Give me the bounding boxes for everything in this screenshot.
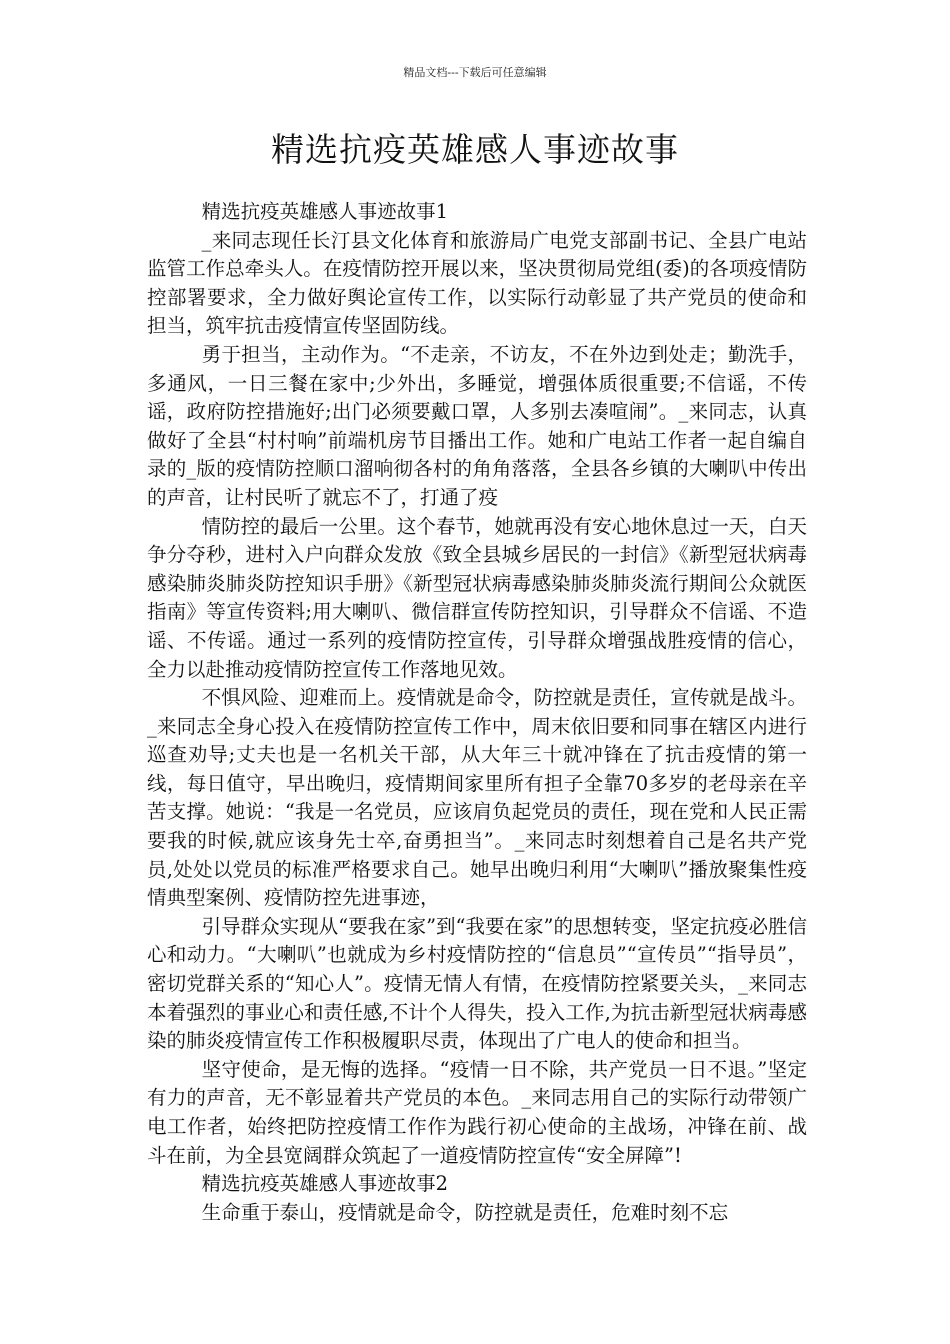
- paragraph: 不惧风险、迎难而上。疫情就是命令，防控就是责任，宣传就是战斗。_来同志全身心投入在疫情防控宣传工作中，周末依旧要和同事在辖区内进行巡查劝导;丈夫也是一名机关干部，从大年三十就冲锋在了抗击疫情的第一线，每日值守，早出晚归，疫情期间家里所有担子全靠70多岁的老母亲在辛苦支撑。她说：“我是一名党员，应该肩负起党员的责任，现在党和人民正需要我的时候,就应该身先士卒,奋勇担当”。_来同志时刻想着自己是名共产党员,处处以党员的标准严格要求自己。她早出晚归利用“大喇叭”播放聚集性疫情典型案例、疫情防控先进事迹，: [147, 686, 807, 910]
- paragraph: 勇于担当，主动作为。“不走亲，不访友，不在外边到处走；勤洗手，多通风，一日三餐在家中;少外出，多睡觉，增强体质很重要;不信谣，不传谣，政府防控措施好;出门必须要戴口罩，人多别去凑喧闹”。_来同志，认真做好了全县“村村响”前端机房节目播出工作。她和广电站工作者一起自编自录的_版的疫情防控顺口溜响彻各村的角角落落，全县各乡镇的大喇叭中传出的声音，让村民听了就忘不了，打通了疫: [147, 342, 807, 509]
- paragraph: 坚守使命，是无悔的选择。“疫情一日不除，共产党员一日不退。”坚定有力的声音，无不彰显着共产党员的本色。_来同志用自己的实际行动带领广电工作者，始终把防控疫情工作作为践行初心使命的主战场，冲锋在前、战斗在前，为全县宽阔群众筑起了一道疫情防控宣传“安全屏障”!: [147, 1057, 807, 1167]
- paragraph: 生命重于泰山，疫情就是命令，防控就是责任，危难时刻不忘: [201, 1200, 729, 1224]
- paragraph: 引导群众实现从“要我在家”到“我要在家”的思想转变，坚定抗疫必胜信心和动力。“大喇叭”也就成为乡村疫情防控的“信息员”“宣传员”“指导员”，密切党群关系的“知心人”。疫情无情人有情，在疫情防控紧要关头，_来同志本着强烈的事业心和责任感,不计个人得失，投入工作,为抗击新型冠状病毒感染的肺炎疫情宣传工作积极履职尽责，体现出了广电人的使命和担当。: [147, 914, 807, 1053]
- document-title: 精选抗疫英雄感人事迹故事: [271, 130, 679, 169]
- section-heading-1: 精选抗疫英雄感人事迹故事1: [201, 200, 449, 223]
- header-note: 精品文档---下载后可任意编辑: [403, 66, 547, 79]
- paragraph: _来同志现任长汀县文化体育和旅游局广电党支部副书记、全县广电站监管工作总牵头人。在疫情防控开展以来，坚决贯彻局党组(委)的各项疫情防控部署要求，全力做好舆论宣传工作，以实际行动彰显了共产党员的使命和担当，筑牢抗击疫情宣传坚固防线。: [147, 228, 807, 338]
- section-heading-2: 精选抗疫英雄感人事迹故事2: [201, 1172, 449, 1196]
- document-body: [147, 198, 807, 1227]
- paragraph: 情防控的最后一公里。这个春节，她就再没有安心地休息过一天，白天争分夺秒，进村入户向群众发放《致全县城乡居民的一封信》《新型冠状病毒感染肺炎肺炎防控知识手册》《新型冠状病毒感染肺炎肺炎流行期间公众就医指南》等宣传资料;用大喇叭、微信群宣传防控知识，引导群众不信谣、不造谣、不传谣。通过一系列的疫情防控宣传，引导群众增强战胜疫情的信心，全力以赴推动疫情防控宣传工作落地见效。: [147, 514, 807, 681]
